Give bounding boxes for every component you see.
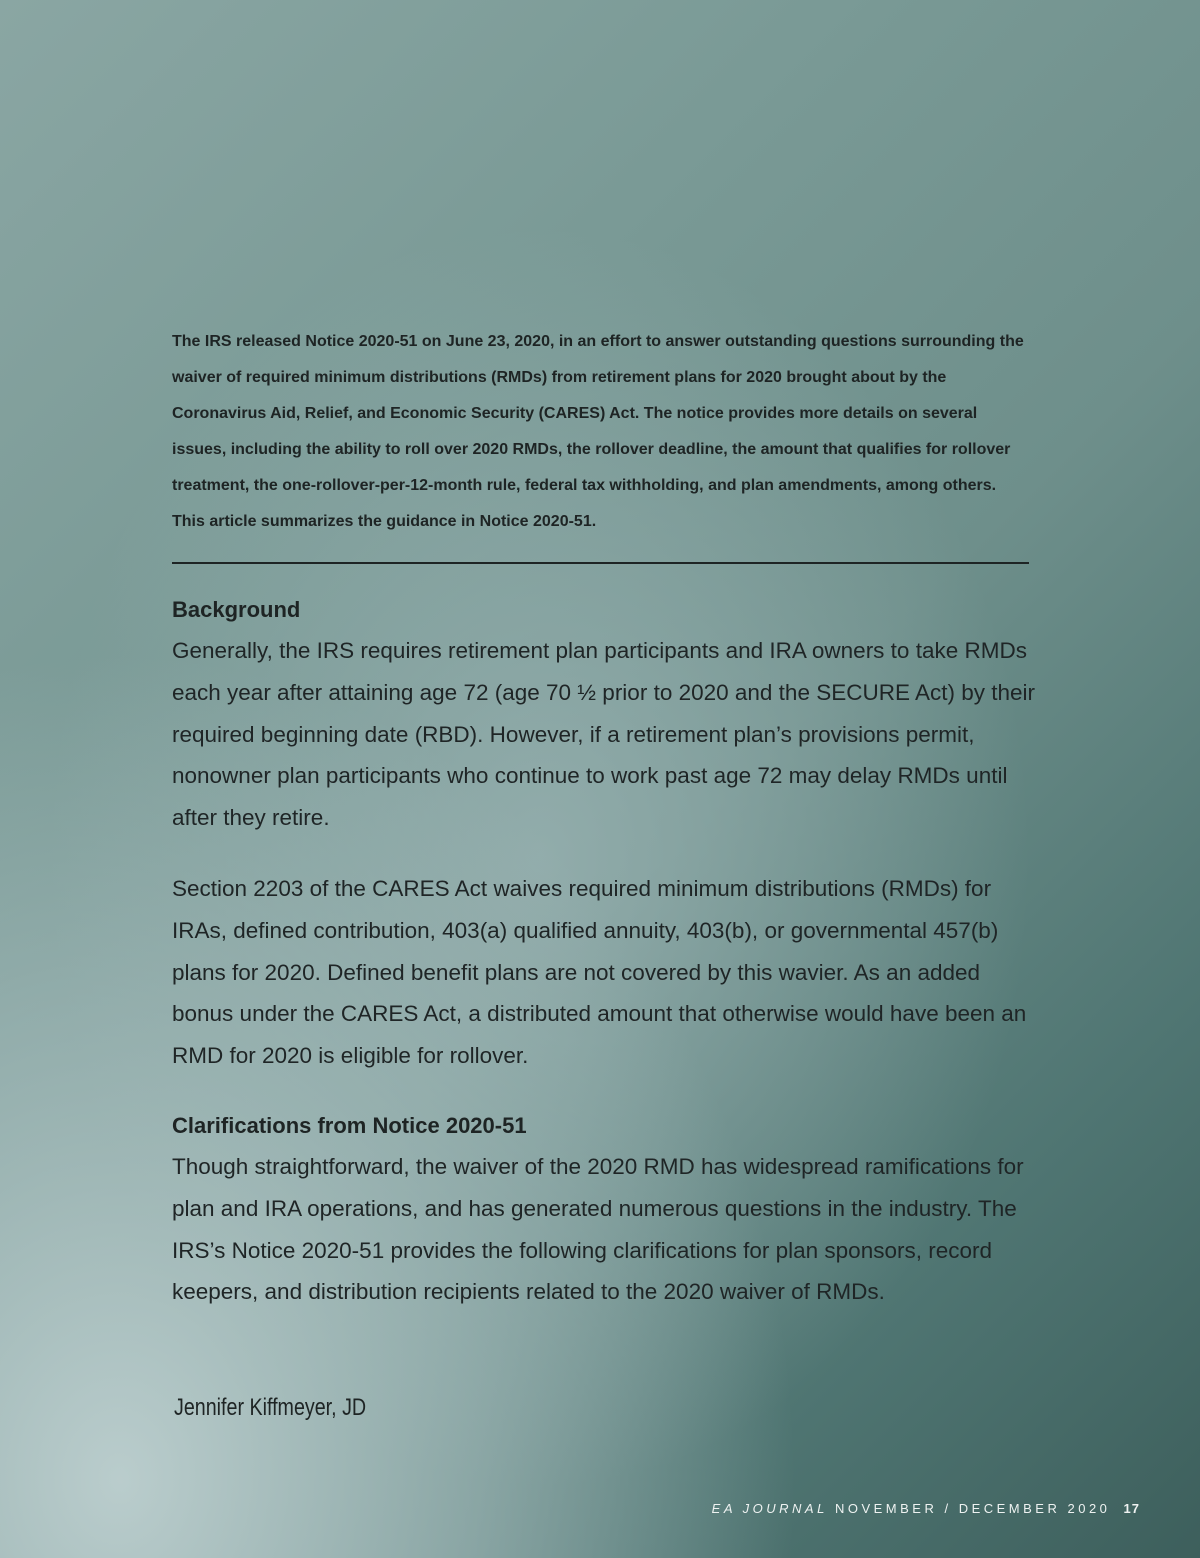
section-heading-clarifications: Clarifications from Notice 2020-51 — [172, 1112, 527, 1138]
page-number: 17 — [1123, 1501, 1140, 1516]
body-paragraph: Though straightforward, the waiver of the 2020 RMD has widespread ramifications for plan and IRA operations, and has generated numerous questions in the industry. The IRS’s Notice 2020-51 provides the following clarifications for plan sponsors, record keepers, and distribution recipients related to the 2020 waiver of RMDs. — [172, 1153, 1024, 1305]
page-footer — [712, 1501, 1140, 1516]
body-paragraph: Generally, the IRS requires retirement plan participants and IRA owners to take RMDs each year after attaining age 72 (age 70 ½ prior to 2020 and the SECURE Act) by their required beginning date (RBD). However, if a retirement plan’s provisions permit, nonowner plan participants who continue to work past age 72 may delay RMDs until after they retire. — [172, 638, 1036, 831]
article-body — [172, 590, 1042, 1313]
footer-journal-name: EA JOURNAL — [711, 1501, 828, 1516]
section-divider — [172, 562, 1029, 564]
body-paragraph: Section 2203 of the CARES Act waives required minimum distributions (RMDs) for IRAs, defined contribution, 403(a) qualified annuity, 403(b), or governmental 457(b) plans for 2020. Defined benefit plans are not covered by this wavier. As an added bonus under the CARES Act, a distributed amount that otherwise would have been an RMD for 2020 is eligible for rollover. — [172, 875, 1027, 1069]
footer-issue: NOVEMBER / DECEMBER 2020 — [834, 1501, 1111, 1516]
author-byline: Jennifer Kiffmeyer, JD — [174, 1394, 367, 1421]
article-abstract: The IRS released Notice 2020-51 on June 23, 2020, in an effort to answer outstanding questions surrounding the waiver of required minimum distributions (RMDs) from retirement plans for 2020 brought about by the Coronavirus Aid, Relief, and Economic Security (CARES) Act. The notice provides more details on several issues, including the ability to roll over 2020 RMDs, the rollover deadline, the amount that qualifies for rollover treatment, the one-rollover-per-12-month rule, federal tax withholding, and plan amendments, among others. This article summarizes the guidance in Notice 2020-51. — [172, 333, 1024, 530]
section-heading-background: Background — [172, 597, 301, 622]
